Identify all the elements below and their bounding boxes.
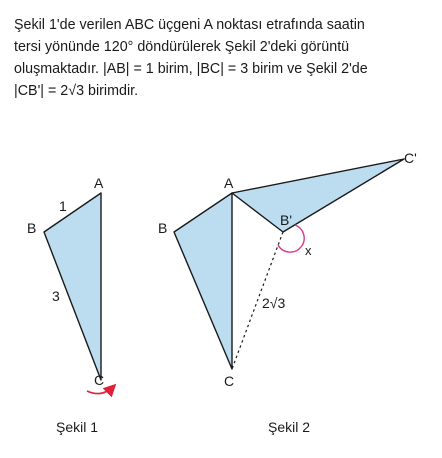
- triangle-abc-fig2: [174, 193, 232, 369]
- fig2-vertex-a: A: [224, 175, 234, 191]
- triangle-abc-fig1: [44, 193, 101, 380]
- fig1-vertex-a: A: [94, 175, 104, 191]
- triangle-ab'c'-fig2: [232, 159, 404, 232]
- fig2-segment-cb'-label: 2√3: [262, 295, 286, 311]
- figure-1: [27, 175, 114, 435]
- fig1-side-ab-label: 1: [59, 198, 67, 214]
- fig2-angle-x-label: x: [305, 243, 312, 258]
- problem-line-4: |CB'| = 2√3 birimdir.: [14, 83, 139, 99]
- problem-line-2: tersi yönünde 120° döndürülerek Şekil 2'deki görüntü: [14, 39, 350, 55]
- fig2-vertex-c: C: [224, 373, 235, 389]
- fig1-caption: Şekil 1: [56, 419, 99, 435]
- problem-line-3: oluşmaktadır. |AB| = 1 birim, |BC| = 3 birim ve Şekil 2'de: [14, 61, 368, 77]
- fig2-vertex-c-prime: C': [404, 150, 417, 166]
- fig2-vertex-b: B: [158, 220, 168, 236]
- fig2-caption: Şekil 2: [268, 419, 311, 435]
- fig1-vertex-c: C: [94, 372, 105, 388]
- problem-line-1: Şekil 1'de verilen ABC üçgeni A noktası etrafında saatin: [14, 17, 365, 33]
- figure-2: [158, 150, 417, 435]
- fig1-vertex-b: B: [27, 220, 37, 236]
- fig1-side-bc-label: 3: [52, 288, 60, 304]
- fig2-vertex-b-prime: B': [280, 212, 293, 228]
